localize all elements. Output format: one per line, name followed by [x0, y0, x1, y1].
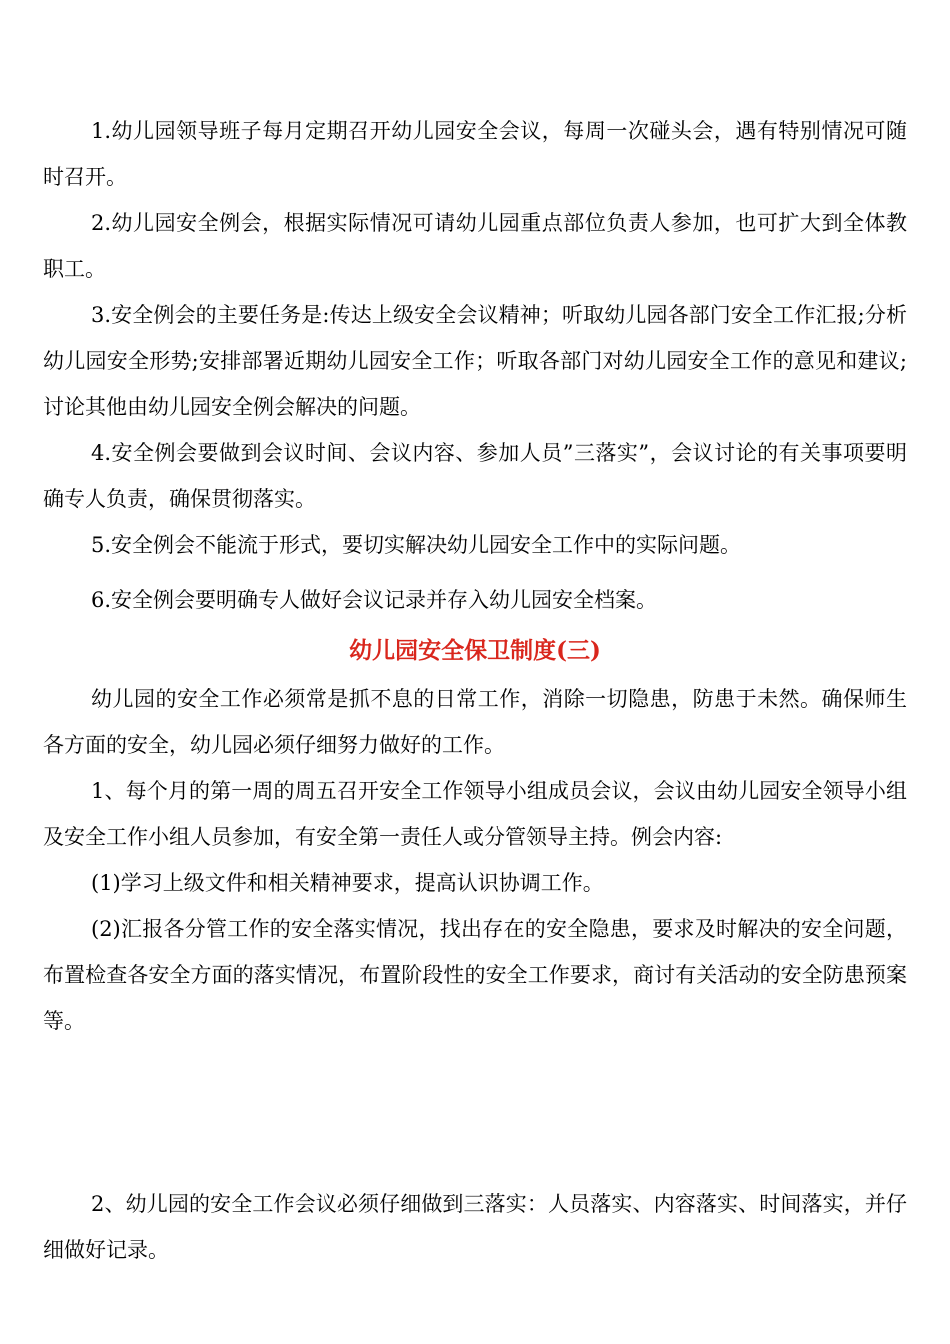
section-intro-paragraph: 幼儿园的安全工作必须常是抓不息的日常工作，消除一切隐患，防患于未然。确保师生各方面的安全，幼儿园必须仔细努力做好的工作。: [43, 687, 907, 757]
section-subitem-1: (1)学习上级文件和相关精神要求，提高认识协调工作。: [91, 871, 604, 895]
paragraph-item-6: 6.安全例会要明确专人做好会议记录并存入幼儿园安全档案。: [91, 588, 658, 612]
section-title: 幼儿园安全保卫制度(三): [349, 637, 601, 664]
paragraph-item-1: 1.幼儿园领导班子每月定期召开幼儿园安全会议，每周一次碰头会，遇有特别情况可随时召开。: [43, 119, 907, 189]
paragraph-item-3: 3.安全例会的主要任务是:传达上级安全会议精神；听取幼儿园各部门安全工作汇报;分析幼儿园安全形势;安排部署近期幼儿园安全工作；听取各部门对幼儿园安全工作的意见和建议;讨论其他由幼儿园安全例会解决的问题。: [43, 303, 907, 419]
section-subitem-2: (2)汇报各分管工作的安全落实情况，找出存在的安全隐患，要求及时解决的安全问题，布置检查各安全方面的落实情况，布置阶段性的安全工作要求，商讨有关活动的安全防患预案等。: [43, 917, 907, 1033]
paragraph-item-4: 4.安全例会要做到会议时间、会议内容、参加人员”三落实”，会议讨论的有关事项要明确专人负责，确保贯彻落实。: [43, 441, 907, 511]
section-paragraph-1: 1、每个月的第一周的周五召开安全工作领导小组成员会议，会议由幼儿园安全领导小组及安全工作小组人员参加，有安全第一责任人或分管领导主持。例会内容:: [43, 779, 907, 849]
paragraph-item-5: 5.安全例会不能流于形式，要切实解决幼儿园安全工作中的实际问题。: [91, 533, 742, 557]
section-paragraph-2: 2、幼儿园的安全工作会议必须仔细做到三落实：人员落实、内容落实、时间落实，并仔细做好记录。: [43, 1192, 907, 1262]
paragraph-item-2: 2.幼儿园安全例会，根据实际情况可请幼儿园重点部位负责人参加，也可扩大到全体教职工。: [43, 211, 907, 281]
